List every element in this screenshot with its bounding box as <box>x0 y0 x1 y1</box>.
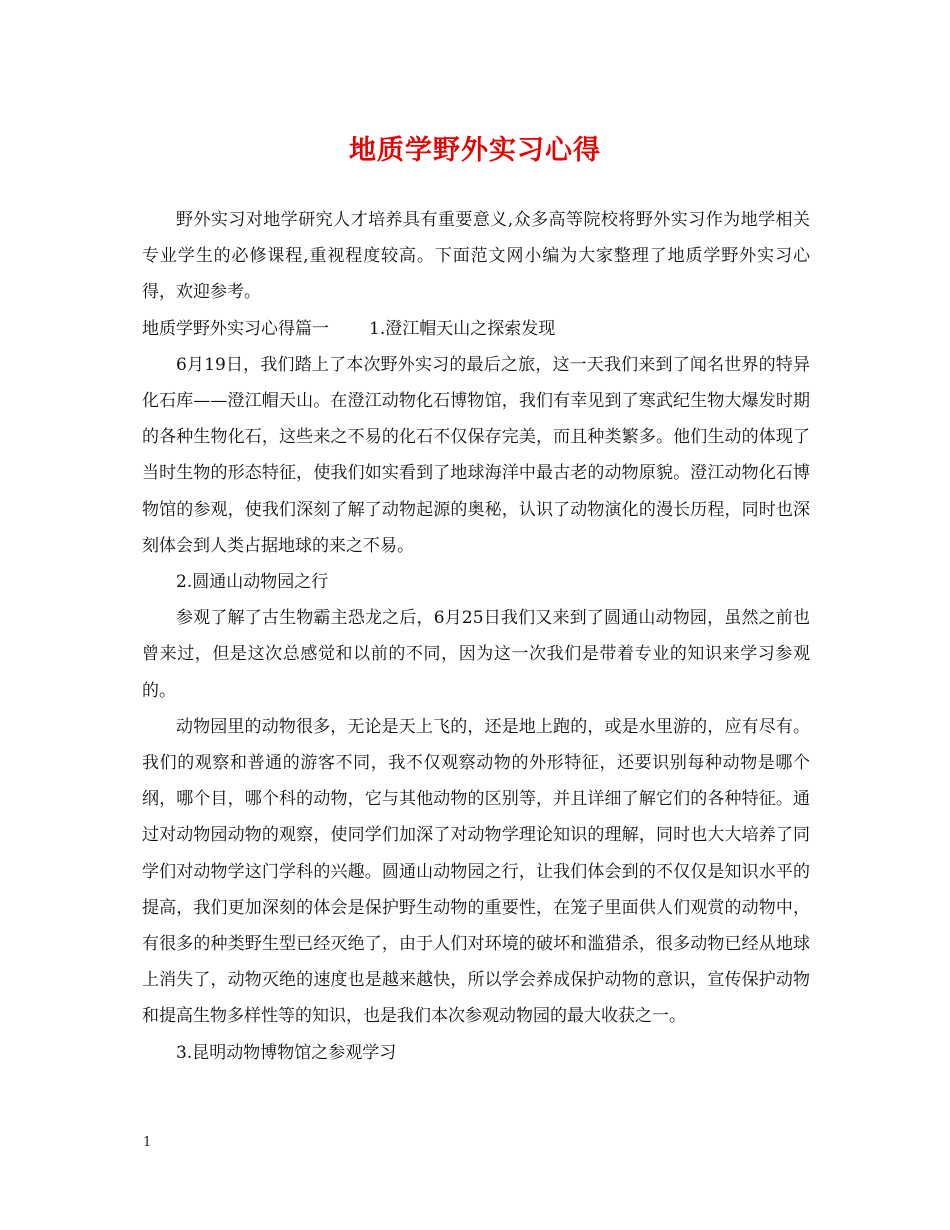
page-title: 地质学野外实习心得 <box>349 135 601 166</box>
page-number: 1 <box>143 1135 152 1150</box>
section-heading-label: 地质学野外实习心得篇一 <box>142 318 329 339</box>
subheading-museum: 3.昆明动物博物馆之参观学习 <box>176 1042 397 1063</box>
intro-paragraph: 野外实习对地学研究人才培养具有重要意义,众多高等院校将野外实习作为地学相关专业学生的必修课程,重视程度较高。下面范文网小编为大家整理了地质学野外实习心得，欢迎参考。 <box>142 210 810 303</box>
subheading-zoo: 2.圆通山动物园之行 <box>176 572 329 593</box>
section-heading-line <box>142 311 810 347</box>
paragraph-chengjiang: 6月19日，我们踏上了本次野外实习的最后之旅，这一天我们来到了闻名世界的特异化石库——澄江帽天山。在澄江动物化石博物馆，我们有幸见到了寒武纪生物大爆发时期的各种生物化石，这些来之不易的化石不仅保存完美，而且种类繁多。他们生动的体现了当时生物的形态特征，使我们如实看到了地球海洋中最古老的动物原貌。澄江动物化石博物馆的参观，使我们深刻了解了动物起源的奥秘，认识了动物演化的漫长历程，同时也深刻体会到人类占据地球的来之不易。 <box>142 354 810 556</box>
document-body <box>142 202 810 1071</box>
paragraph-zoo-animals: 动物园里的动物很多，无论是天上飞的，还是地上跑的，或是水里游的，应有尽有。我们的观察和普通的游客不同，我不仅观察动物的外形特征，还要识别每种动物是哪个纲，哪个目，哪个科的动物，它与其他动物的区别等，并且详细了解它们的各种特征。通过对动物园动物的观察，使同学们加深了对动物学理论知识的理解，同时也大大培养了同学们对动物学这门学科的兴趣。圆通山动物园之行，让我们体会到的不仅仅是知识水平的提高，我们更加深刻的体会是保护野生动物的重要性，在笼子里面供人们观赏的动物中，有很多的种类野生型已经灭绝了，由于人们对环境的破坏和滥猎杀，很多动物已经从地球上消失了，动物灭绝的速度也是越来越快，所以学会养成保护动物的意识，宣传保护动物和提高生物多样性等的知识，也是我们本次参观动物园的最大收获之一。 <box>142 716 810 1027</box>
paragraph-zoo-visit: 参观了解了古生物霸主恐龙之后，6月25日我们又来到了圆通山动物园，虽然之前也曾来过，但是这次总感觉和以前的不同，因为这一次我们是带着专业的知识来学习参观的。 <box>142 608 810 701</box>
section-subheading: 1.澄江帽天山之探索发现 <box>369 318 556 339</box>
